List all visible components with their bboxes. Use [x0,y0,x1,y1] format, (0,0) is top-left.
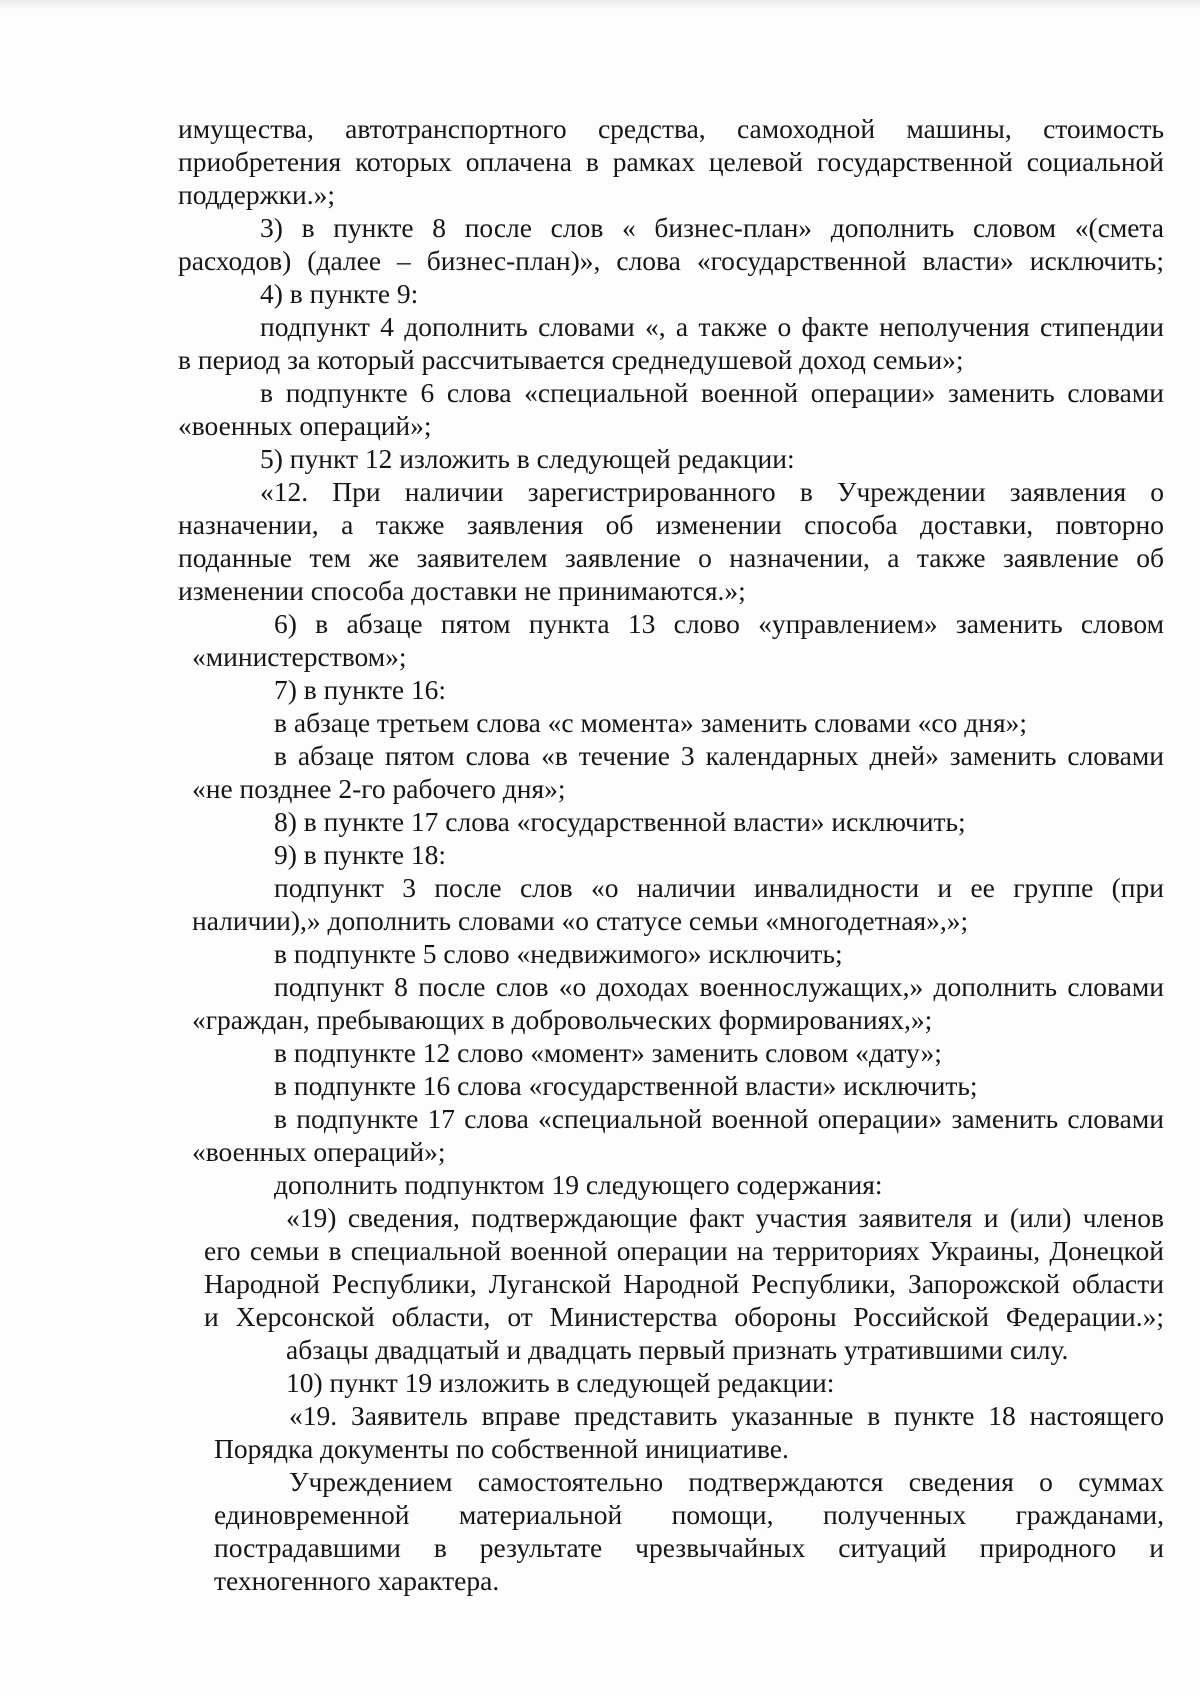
text-line: в подпункте 17 слова «специальной военной операции» заменить словами [274,1103,1164,1134]
text-line: «военных операций»; [178,410,432,441]
text-line: «19. Заявитель вправе представить указанные в пункте 18 настоящего [289,1400,1164,1431]
text-line: имущества, автотранспортного средства, самоходной машины, стоимость [178,113,1164,144]
text-line: 9) в пункте 18: [274,839,447,870]
text-line: «12. При наличии зарегистрированного в Учреждении заявления о [260,476,1164,507]
scan-top-edge [0,0,1200,10]
text-line: единовременной материальной помощи, полученных гражданами, [214,1499,1164,1530]
text-line: 5) пункт 12 изложить в следующей редакции: [260,443,795,474]
text-line: «19) сведения, подтверждающие факт участия заявителя и (или) членов [286,1202,1164,1233]
text-line: подпункт 8 после слов «о доходах военнослужащих,» дополнить словами [274,971,1164,1002]
text-line: дополнить подпунктом 19 следующего содержания: [274,1169,883,1200]
text-line: 7) в пункте 16: [274,674,447,705]
text-line: пострадавшими в результате чрезвычайных ситуаций природного и [214,1532,1164,1563]
text-line: в абзаце пятом слова «в течение 3 календарных дней» заменить словами [274,740,1164,771]
text-line: Порядка документы по собственной инициативе. [214,1433,789,1464]
text-line: поданные тем же заявителем заявление о назначении, а также заявление об [178,542,1164,573]
document-body [178,112,1164,1597]
text-line: в абзаце третьем слова «с момента» заменить словами «со дня»; [274,707,1028,738]
text-line: расходов) (далее – бизнес-план)», слова «государственной власти» исключить; [178,245,1164,276]
text-line: 10) пункт 19 изложить в следующей редакции: [286,1367,835,1398]
text-line: 8) в пункте 17 слова «государственной власти» исключить; [274,806,966,837]
text-line: в подпункте 6 слова «специальной военной операции» заменить словами [260,377,1164,408]
text-line: Учреждением самостоятельно подтверждаются сведения о суммах [289,1466,1164,1497]
text-line: 3) в пункте 8 после слов « бизнес-план» дополнить словом «(смета [260,212,1164,243]
text-line: поддержки.»; [178,179,335,210]
text-line: в подпункте 16 слова «государственной власти» исключить; [274,1070,978,1101]
text-line: «военных операций»; [192,1136,446,1167]
text-line: «граждан, пребывающих в добровольческих формированиях,»; [192,1004,933,1035]
text-line: назначении, а также заявления об изменении способа доставки, повторно [178,509,1164,540]
text-line: 4) в пункте 9: [260,278,419,309]
text-line: подпункт 3 после слов «о наличии инвалидности и ее группе (при [274,872,1164,903]
text-line: абзацы двадцатый и двадцать первый признать утратившими силу. [286,1334,1069,1365]
text-line: техногенного характера. [214,1565,500,1596]
text-line: изменении способа доставки не принимаются.»; [178,575,746,606]
text-line: и Херсонской области, от Министерства обороны Российской Федерации.»; [204,1301,1164,1332]
text-line: Народной Республики, Луганской Народной Республики, Запорожской области [204,1268,1164,1299]
text-line: в подпункте 12 слово «момент» заменить словом «дату»; [274,1037,942,1068]
text-line: в период за который рассчитывается среднедушевой доход семьи»; [178,344,964,375]
text-line: приобретения которых оплачена в рамках целевой государственной социальной [178,146,1164,177]
text-line: 6) в абзаце пятом пункта 13 слово «управлением» заменить словом [274,608,1164,639]
text-line: «министерством»; [192,641,407,672]
text-line: «не позднее 2-го рабочего дня»; [192,773,566,804]
text-line: наличии),» дополнить словами «о статусе семьи «многодетная»,»; [192,905,969,936]
text-line: его семьи в специальной военной операции на территориях Украины, Донецкой [204,1235,1164,1266]
text-line: в подпункте 5 слово «недвижимого» исключить; [274,938,843,969]
text-line: подпункт 4 дополнить словами «, а также о факте неполучения стипендии [260,311,1164,342]
